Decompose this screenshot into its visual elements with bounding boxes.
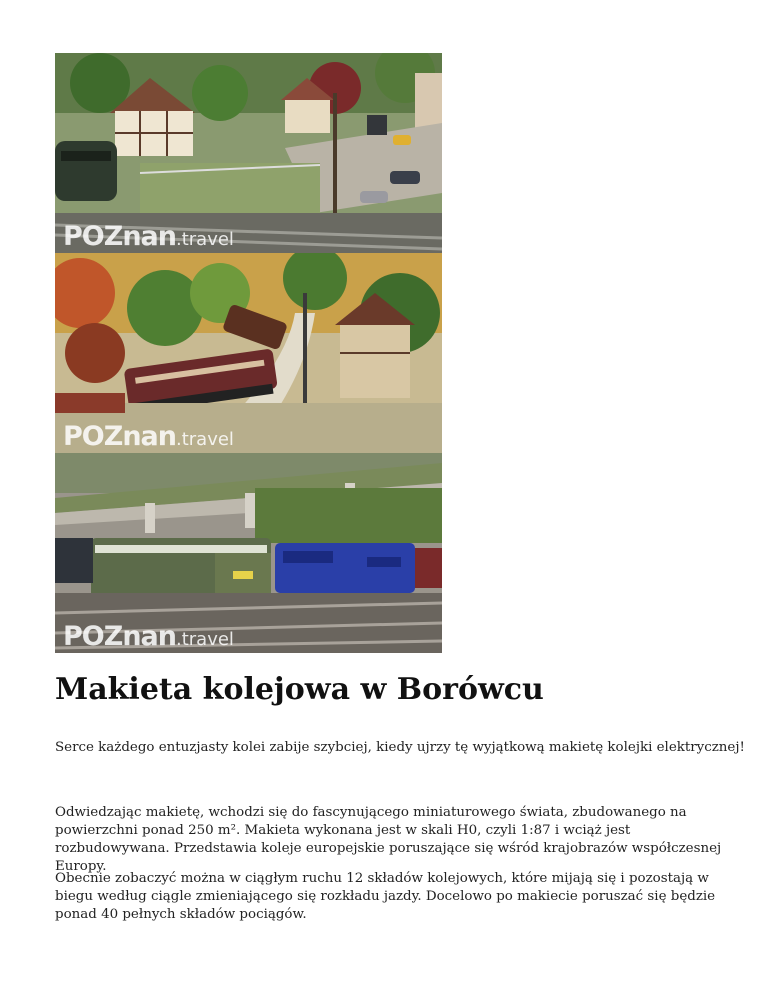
- article-paragraph-2: Obecnie zobaczyć można w ciągłym ruchu 12 składów kolejowych, które mijają się i pozostają w biegu według ciągle zmieniającego się rozkładu jazdy. Docelowo po makiecie poruszać się będzie ponad 40 pełnych składów pociągów.: [55, 871, 716, 922]
- photo-diesel-locomotive: [55, 253, 442, 453]
- article-intro: Serce każdego entuzjasty kolei zabije szybciej, kiedy ujrzy tę wyjątkową makietę kolejki elektrycznej!: [55, 740, 745, 755]
- watermark-logo-3: POZnan.travel: [63, 621, 234, 652]
- photo-collage: [55, 53, 442, 655]
- watermark-logo-1: POZnan.travel: [63, 221, 234, 252]
- article-title: Makieta kolejowa w Borówcu: [55, 672, 544, 707]
- photo-electric-trains: [55, 453, 442, 653]
- photo-village-scene: [55, 53, 442, 253]
- article-paragraph-1: Odwiedzając makietę, wchodzi się do fascynującego miniaturowego świata, zbudowanego na powierzchni ponad 250 m². Makieta wykonana jest w skali H0, czyli 1:87 i wciąż jest rozbudowywana. Przedstawia koleje europejskie poruszające się wśród krajobrazów współczesnej Europy.: [55, 805, 722, 874]
- watermark-logo-2: POZnan.travel: [63, 421, 234, 452]
